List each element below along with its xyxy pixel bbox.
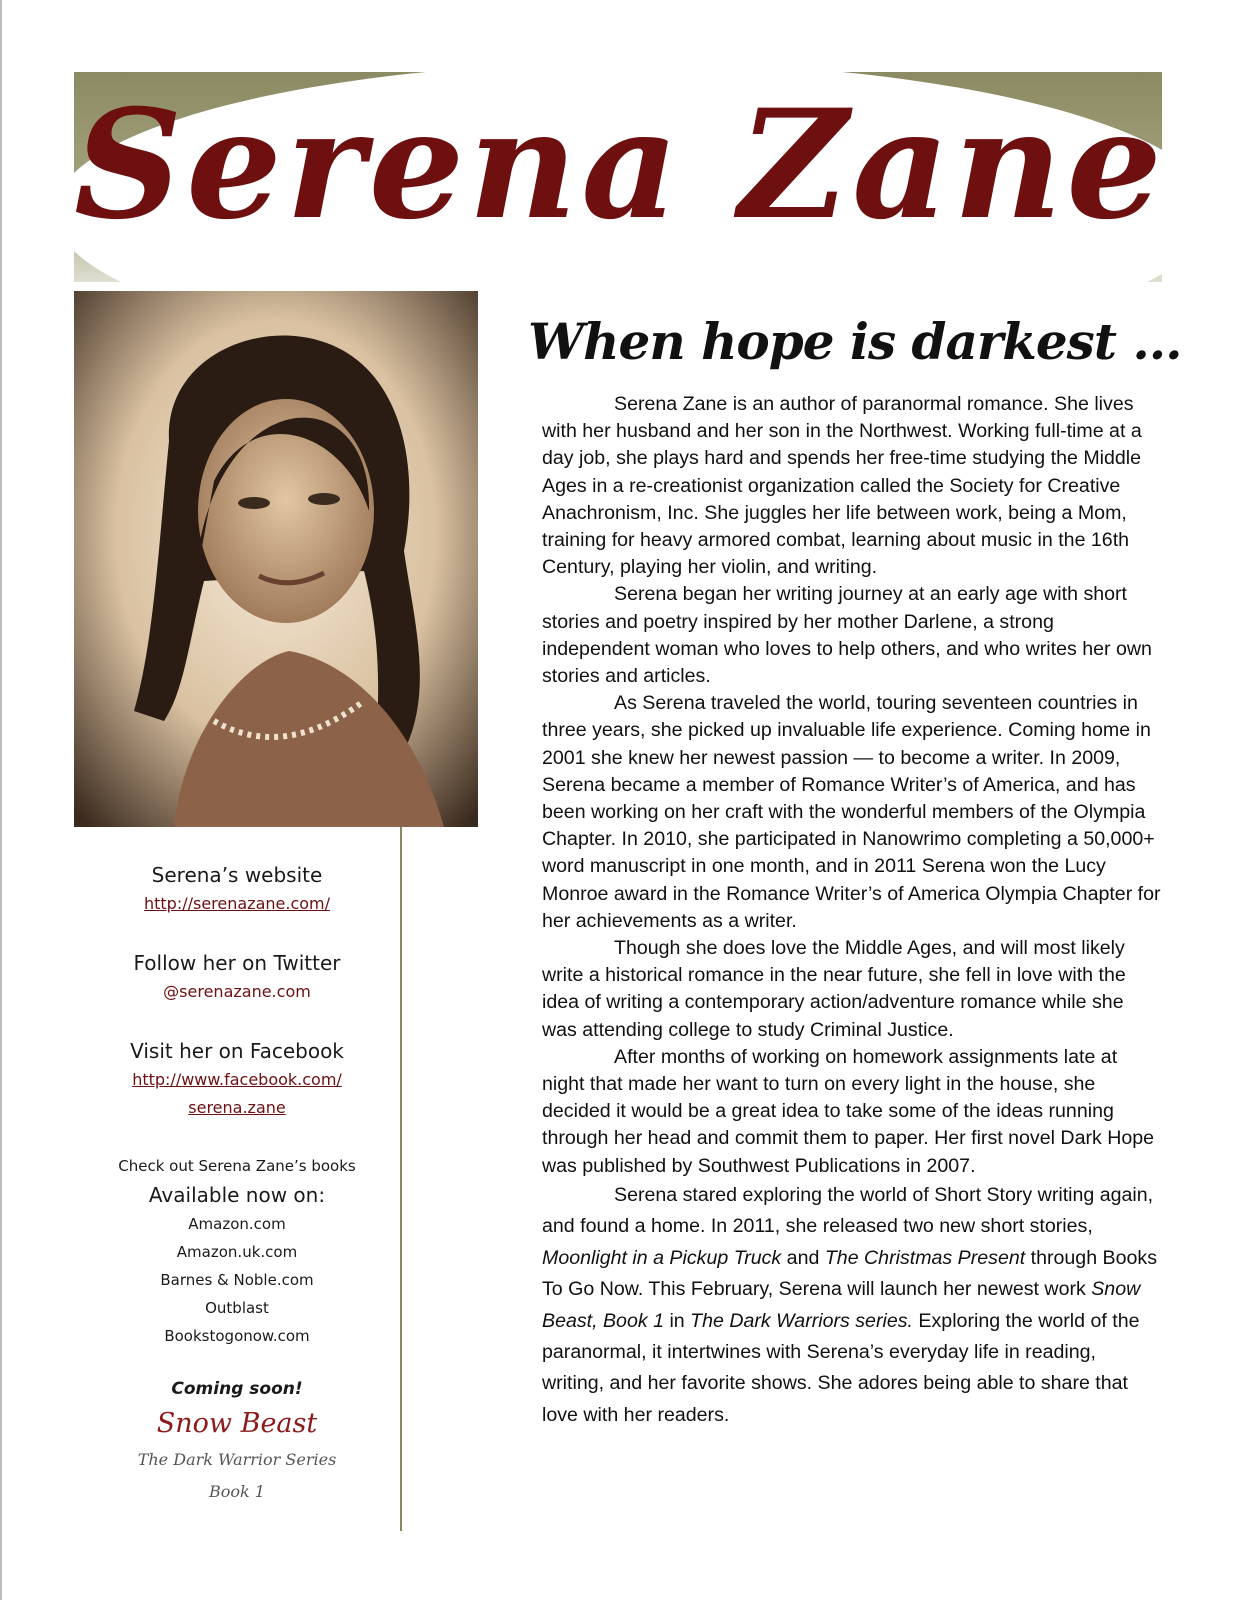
website-link[interactable]: http://serenazane.com/	[143, 894, 331, 913]
bio-paragraph: Serena began her writing journey at an early age with short stories and poetry inspired by her mother Darlene, a strong independent woman who loves to help others, and who writes her own stories and articles.	[542, 583, 1152, 688]
store-item: Amazon.uk.com	[176, 1243, 298, 1261]
book-number: Book 1	[209, 1482, 265, 1501]
bio-text-run: Serena stared exploring the world of Short Story writing again, and found a home. In 2011, she released two new short stories,	[542, 1183, 1154, 1238]
books-label: Check out Serena Zane’s books	[118, 1157, 356, 1175]
twitter-label: Follow her on Twitter	[133, 951, 341, 975]
bio-paragraph: After months of working on homework assignments late at night that made her want to turn on every light in the house, she decided it would be a great idea to take some of the ideas running through her head and commit them to paper. Her first novel Dark Hope was published by Southwest Publications in 2007.	[542, 1045, 1155, 1177]
page-edge	[0, 0, 2, 1600]
story-title: Moonlight in a Pickup Truck	[542, 1246, 782, 1269]
bio-paragraph: Serena Zane is an author of paranormal romance. She lives with her husband and her son in the Northwest. Working full-time at a day job, she plays hard and spends her free-time studying the Middle Ages in a re-creationist organization called the Society for Creative Anachronism, Inc. She juggles her life between work, being a Mom, training for heavy armored combat, learning about music in the 16th Century, playing her violin, and writing.	[542, 393, 1142, 579]
facebook-link-line1[interactable]: http://www.facebook.com/	[132, 1070, 342, 1089]
contact-sidebar	[74, 860, 400, 1508]
bio-text-run: Exploring the world of the paranormal, it intertwines with Serena’s everyday life in reading, writing, and her favorite shows. She adores being able to share that love with her readers.	[542, 1309, 1140, 1426]
bio-text-run: in	[664, 1309, 691, 1332]
available-label: Available now on:	[148, 1183, 326, 1207]
author-name-title: Serena Zane	[74, 77, 1166, 253]
store-item: Outblast	[205, 1299, 269, 1317]
series-name: The Dark Warrior Series	[137, 1450, 337, 1469]
story-title: The Christmas Present	[824, 1246, 1026, 1269]
coming-soon-label: Coming soon!	[171, 1379, 303, 1399]
bio-text-run: and	[781, 1246, 825, 1269]
bio-paragraph: As Serena traveled the world, touring seventeen countries in three years, she picked up invaluable life experience. Coming home in 2001 she knew her newest passion — to become a writer. In 2009, Serena became a member of Romance Writer’s of America, and has been working on her craft with the wonderful members of the Olympia Chapter. In 2010, she participated in Nanowrimo completing a 50,000+ word manuscript in one month, and in 2011 Serena won the Lucy Monroe award in the Romance Writer’s of America Olympia Chapter for her achievements as a writer.	[542, 692, 1161, 932]
tagline-heading: When hope is darkest ...	[528, 312, 1182, 371]
store-item: Bookstogonow.com	[164, 1327, 310, 1345]
sidebar-divider	[400, 827, 402, 1531]
bio-paragraph: Though she does love the Middle Ages, and will most likely write a historical romance in the near future, she fell in love with the idea of writing a contemporary action/adventure romance while she was attending college to study Criminal Justice.	[542, 937, 1126, 1041]
store-item: Amazon.com	[188, 1215, 286, 1233]
upcoming-book-title: Snow Beast	[156, 1408, 318, 1439]
bio-text-run: through Books To Go Now. This February, Serena will launch her newest work	[542, 1246, 1157, 1301]
book-title: Snow Beast, Book 1	[542, 1278, 1141, 1332]
facebook-link-line2[interactable]: serena.zane	[188, 1098, 286, 1117]
series-title: The Dark Warriors series.	[690, 1309, 913, 1332]
website-label: Serena’s website	[151, 863, 323, 887]
facebook-label: Visit her on Facebook	[130, 1039, 344, 1063]
author-photo	[74, 291, 478, 827]
twitter-handle[interactable]: @serenazane.com	[163, 982, 311, 1001]
bio-text	[542, 391, 1162, 1431]
store-item: Barnes & Noble.com	[160, 1271, 314, 1289]
bio-paragraph	[542, 1180, 1162, 1431]
